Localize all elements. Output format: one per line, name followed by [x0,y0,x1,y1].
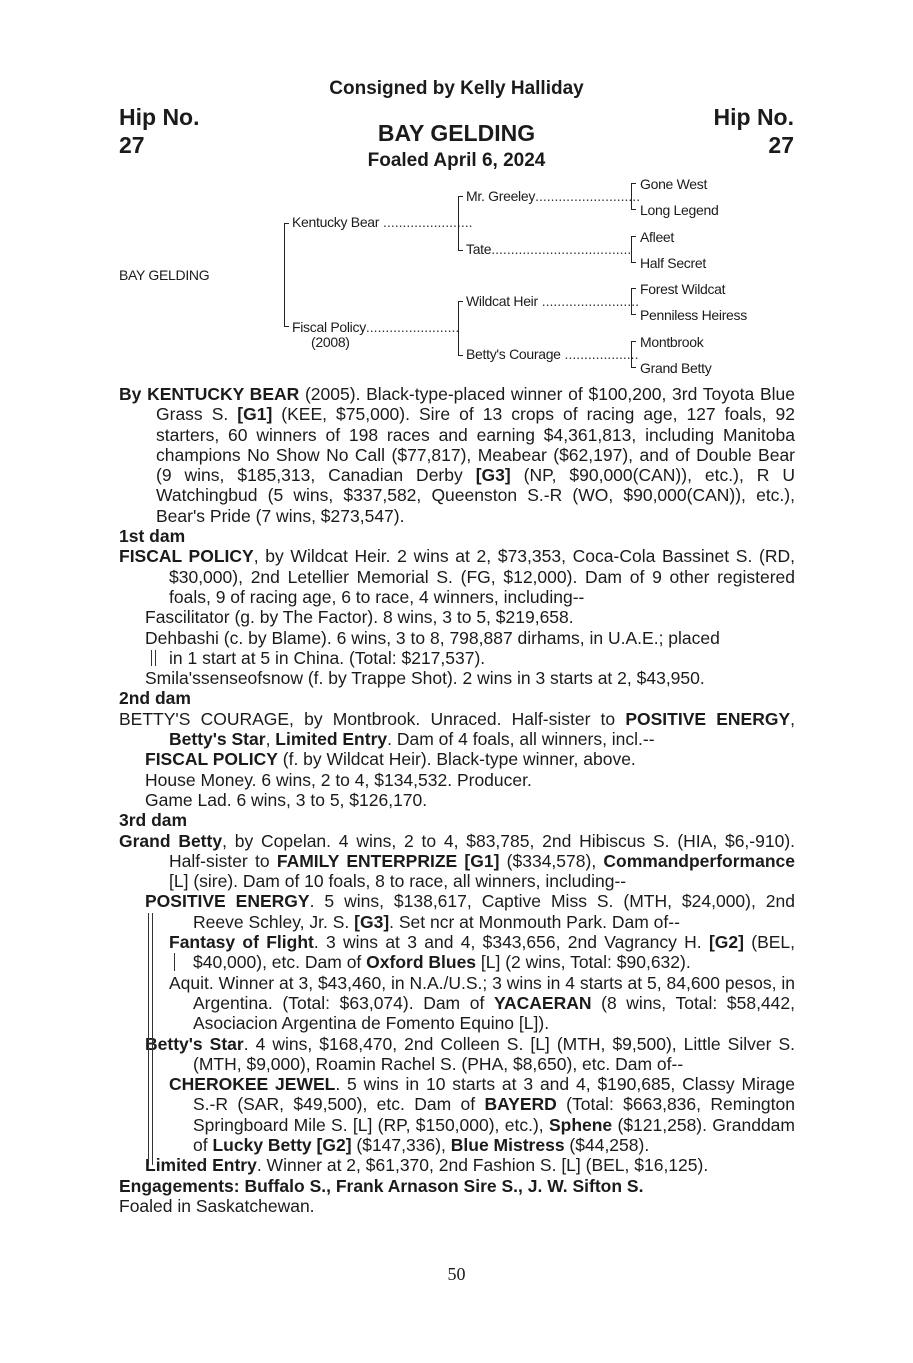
pedigree-sire-sire: Mr. Greeley........................... [466,188,641,204]
pedigree-subject: BAY GELDING [119,267,210,283]
pedigree-tick [458,196,463,197]
pedigree-tick [631,262,636,263]
produce-record: POSITIVE ENERGY. 5 wins, $138,617, Captive Miss S. (MTH, $24,000), 2nd Reeve Schley, Jr. S. [G3]. Set ncr at Monmouth Park. Dam of-- [145,891,796,932]
pedigree-ancestor: Long Legend [640,202,719,218]
pedigree-bracket [631,236,632,263]
pedigree-sire-dam: Tate.................................... [466,241,632,257]
produce-record: Betty's Star. 4 wins, $168,470, 2nd Colleen S. [L] (MTH, $9,500), Little Silver S. (MTH, $9,000), Roamin Rachel S. (PHA, $8,650), etc. Dam of-- [145,1033,796,1074]
pedigree-bracket [631,183,632,210]
foaled-date: Foaled April 6, 2024 [367,150,546,171]
first-dam-heading: 1st dam [119,526,186,547]
pedigree-bracket [631,288,632,315]
produce-record: Aquit. Winner at 3, $43,460, in N.A./U.S.; 3 wins in 4 starts at 5, 84,600 pesos, in Argentina. (Total: $63,074). Dam of YACAERAN (8 wins, Total: $58,442, Asociacion Argentina de Fomento Equino [L]). [169,972,796,1034]
produce-record: Fascilitator (g. by The Factor). 8 wins, 3 to 5, $219,658. [145,607,574,628]
hip-value: 27 [119,132,145,158]
pedigree-tick [631,367,636,368]
sire-paragraph: By KENTUCKY BEAR (2005). Black-type-placed winner of $100,200, 3rd Toyota Blue Grass S. [G1] (KEE, $75,000). Sire of 13 crops of racing age, 127 foals, 92 starters, 60 winners of 198 races and earning $4,361,813, including Manitoba champions No Show No Call ($77,817), Meabear ($62,197), and of Double Bear (9 wins, $185,313, Canadian Derby [G3] (NP, $90,000(CAN)), etc.), R U Watchingbud (5 wins, $337,582, Queenston S.-R (WO, $90,000(CAN)), etc.), Bear's Pride (7 wins, $273,547). [119,384,796,526]
pedigree-ancestor: Forest Wildcat [640,281,726,297]
produce-record: Game Lad. 6 wins, 3 to 5, $126,170. [145,789,428,810]
pedigree-dam-sire: Wildcat Heir ......................... [466,293,639,309]
pedigree-tick [631,236,636,237]
hip-label: Hip No. [119,104,200,130]
foaled-in: Foaled in Saskatchewan. [119,1195,315,1216]
pedigree-ancestor: Gone West [640,176,708,192]
third-dam-paragraph: Grand Betty, by Copelan. 4 wins, 2 to 4, $83,785, 2nd Hibiscus S. (HIA, $6,-910). Half-sister to FAMILY ENTERPRIZE [G1] ($334,578), Commandperformance [L] (sire). Dam of 10 foals, 8 to race, all winners, including-- [119,830,796,892]
produce-record: CHEROKEE JEWEL. 5 wins in 10 starts at 3 and 4, $190,685, Classy Mirage S.-R (SAR, $49,500), etc. Dam of BAYERD (Total: $663,836, Remington Springboard Mile S. [L] (RP, $150,000), etc.), Sphene ($121,258). Granddam of Lucky Betty [G2] ($147,336), Blue Mistress ($44,258). [169,1074,796,1155]
produce-record: in 1 start at 5 in China. (Total: $217,537). [119,648,795,668]
produce-record: Fantasy of Flight. 3 wins at 3 and 4, $343,656, 2nd Vagrancy H. [G2] (BEL, $40,000), etc. Dam of Oxford Blues [L] (2 wins, Total: $90,632). [169,932,796,973]
positive-energy-block [119,891,795,1155]
pedigree-bracket [631,341,632,368]
second-dam-heading: 2nd dam [119,688,191,709]
pedigree-ancestor: Grand Betty [640,360,712,376]
pedigree-ancestor: Half Secret [640,255,706,271]
pedigree-bracket [284,223,285,327]
page-number: 50 [447,1264,466,1284]
pedigree-sire: Kentucky Bear ....................... [292,214,473,230]
hip-value: 27 [768,132,794,158]
produce-record: Smila'ssenseofsnow (f. by Trappe Shot). 2 wins in 3 starts at 2, $43,950. [145,668,705,689]
pedigree-dam: Fiscal Policy........................ [292,319,460,335]
first-dam-paragraph: FISCAL POLICY, by Wildcat Heir. 2 wins at 2, $73,353, Coca-Cola Bassinet S. (RD, $30,000), 2nd Letellier Memorial S. (FG, $12,000). Dam of 9 other registered foals, 9 of racing age, 6 to race, 4 winners, including-- [119,546,795,607]
pedigree-dam-dam: Betty's Courage ................... [466,346,639,362]
produce-record: FISCAL POLICY (f. by Wildcat Heir). Black-type winner, above. [145,749,636,770]
consignor: Consigned by Kelly Halliday [329,78,584,99]
pedigree-dam-year: (2008) [311,334,350,350]
pedigree-tick [284,326,289,327]
pedigree-bracket [458,301,459,356]
pedigree-tick [458,250,463,251]
pedigree-tick [631,209,636,210]
pedigree-ancestor: Afleet [640,229,674,245]
pedigree-tick [284,223,289,224]
pedigree-tick [458,355,463,356]
pedigree-tick [458,301,463,302]
pedigree-ancestor: Montbrook [640,334,704,350]
engagements: Engagements: Buffalo S., Frank Arnason Sire S., J. W. Sifton S. [119,1175,644,1196]
produce-record: Dehbashi (c. by Blame). 6 wins, 3 to 8, 798,887 dirhams, in U.A.E.; placed [145,627,720,648]
third-dam-heading: 3rd dam [119,810,188,831]
catalog-body [119,384,795,1216]
pedigree-tick [631,314,636,315]
pedigree-tick [631,288,636,289]
pedigree-tick [631,183,636,184]
hip-label: Hip No. [713,104,794,130]
produce-record: House Money. 6 wins, 2 to 4, $134,532. Producer. [145,769,532,790]
produce-record: Limited Entry. Winner at 2, $61,370, 2nd Fashion S. [L] (BEL, $16,125). [145,1155,709,1176]
pedigree-ancestor: Penniless Heiress [640,307,747,323]
pedigree-tick [631,341,636,342]
page-title: BAY GELDING [377,120,536,146]
pedigree-bracket [458,196,459,251]
second-dam-paragraph: BETTY'S COURAGE, by Montbrook. Unraced. Half-sister to POSITIVE ENERGY, Betty's Star, Limited Entry. Dam of 4 foals, all winners, incl.-- [119,708,795,750]
